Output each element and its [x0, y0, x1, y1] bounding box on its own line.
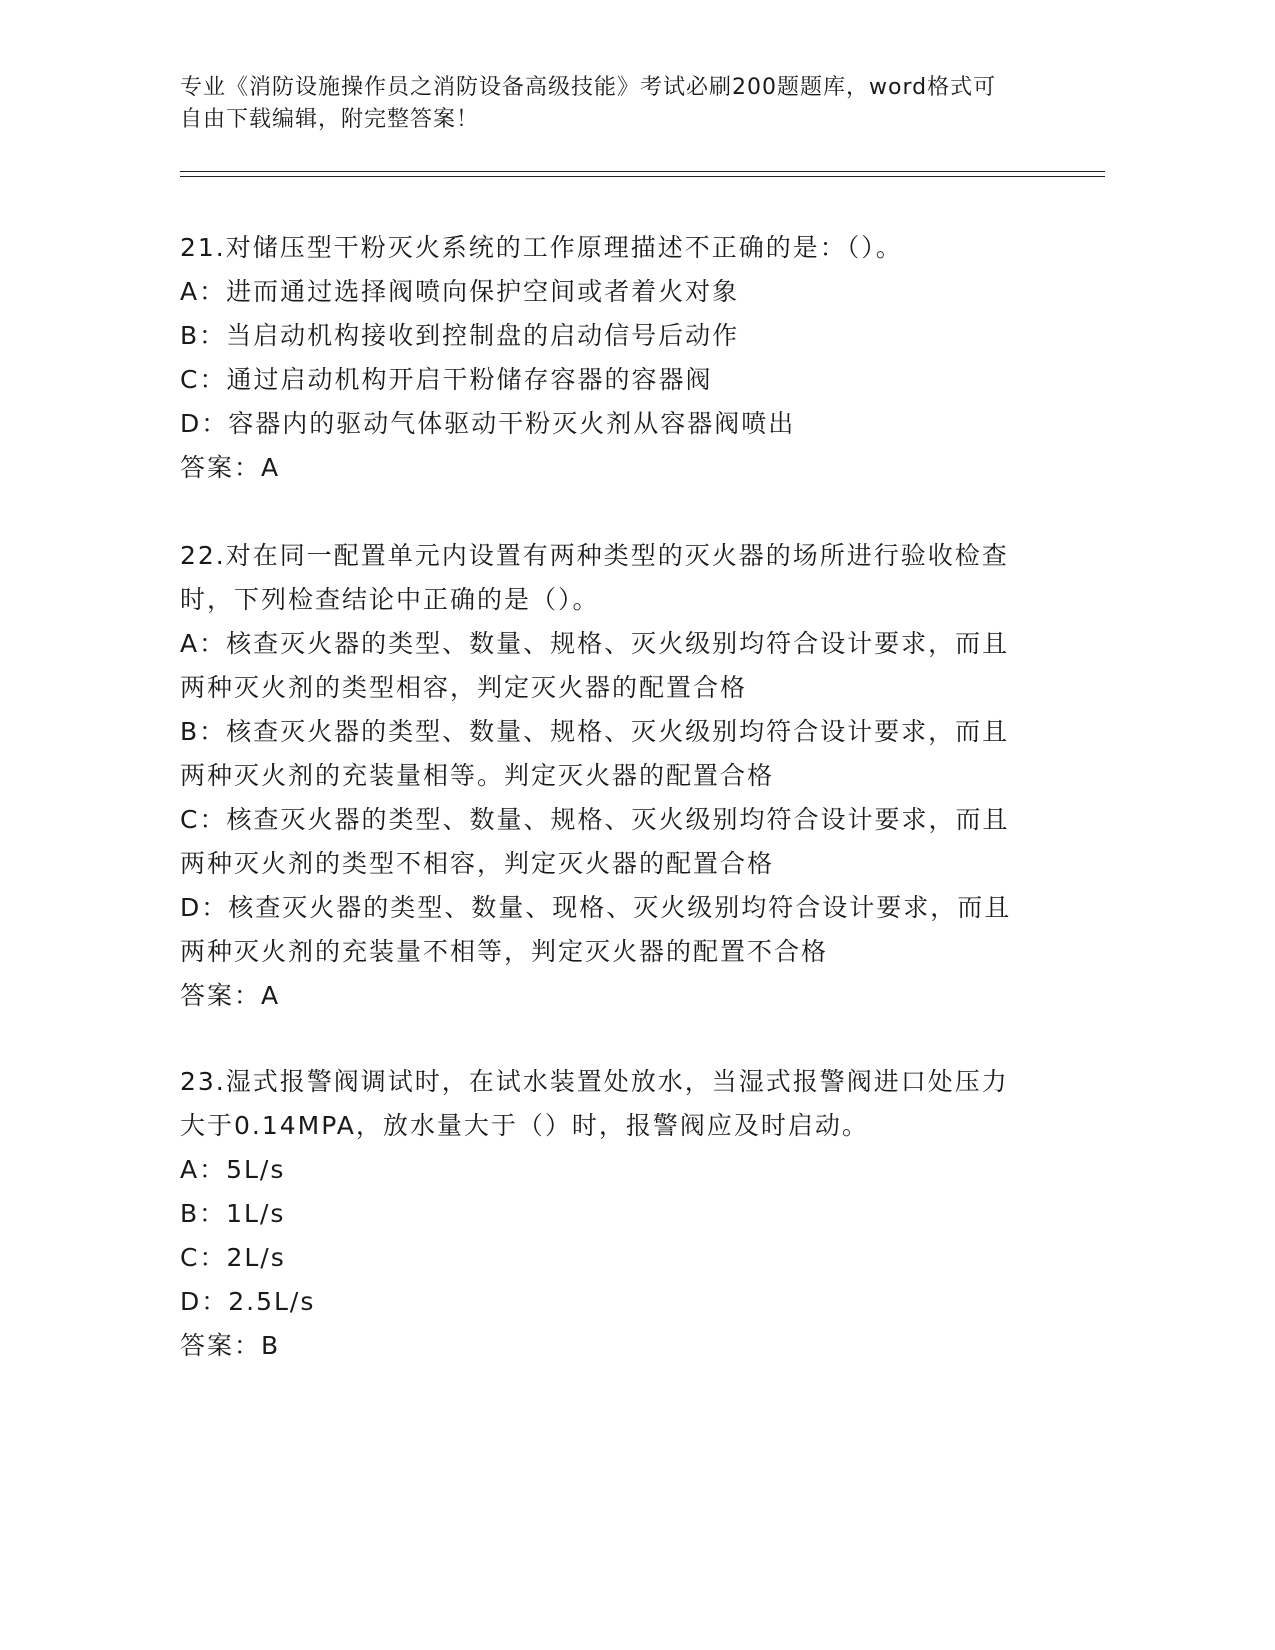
- header-line-1: 专业《消防设施操作员之消防设备高级技能》考试必刷200题题库，word格式可: [180, 75, 997, 100]
- option-b: B：当启动机构接收到控制盘的启动信号后动作: [180, 321, 740, 350]
- answer-line: [180, 1324, 1060, 1368]
- answer-label: 答案：: [180, 453, 262, 482]
- answer-label: 答案：: [180, 981, 262, 1010]
- question-21: [180, 226, 1060, 490]
- option-b-line-1: B：核查灭火器的类型、数量、规格、灭火级别均符合设计要求，而且: [180, 717, 1010, 746]
- question-spacer: [180, 490, 1060, 534]
- option-d: D：2.5L/s: [180, 1287, 316, 1316]
- question-list: [180, 226, 1060, 1368]
- option-c: C：2L/s: [180, 1243, 286, 1272]
- document-header: [180, 72, 1060, 136]
- answer-value: B: [261, 1331, 281, 1360]
- option-d: D：容器内的驱动气体驱动干粉灭火剂从容器阀喷出: [180, 409, 796, 438]
- question-stem: 21.对储压型干粉灭火系统的工作原理描述不正确的是：（）。: [180, 233, 903, 262]
- answer-value: A: [261, 981, 281, 1010]
- question-stem-line-2: 时，下列检查结论中正确的是（）。: [180, 585, 600, 614]
- option-b: B：1L/s: [180, 1199, 286, 1228]
- header-divider-top: [180, 171, 1105, 172]
- option-b-line-2: 两种灭火剂的充装量相等。判定灭火器的配置合格: [180, 761, 775, 790]
- question-spacer: [180, 1018, 1060, 1060]
- option-a: A：进而通过选择阀喷向保护空间或者着火对象: [180, 277, 740, 306]
- question-22: [180, 534, 1060, 1018]
- answer-line: [180, 446, 1060, 490]
- question-stem-line-2: 大于0.14MPA，放水量大于（）时，报警阀应及时启动。: [180, 1111, 869, 1140]
- option-c-line-2: 两种灭火剂的类型不相容，判定灭火器的配置合格: [180, 849, 775, 878]
- option-a-line-1: A：核查灭火器的类型、数量、规格、灭火级别均符合设计要求，而且: [180, 629, 1010, 658]
- option-d-line-1: D：核查灭火器的类型、数量、现格、灭火级别均符合设计要求，而且: [180, 893, 1012, 922]
- answer-label: 答案：: [180, 1331, 262, 1360]
- answer-line: [180, 974, 1060, 1018]
- header-line-2: 自由下载编辑，附完整答案！: [180, 107, 480, 132]
- question-stem-line-1: 23.湿式报警阀调试时，在试水装置处放水，当湿式报警阀进口处压力: [180, 1067, 1009, 1096]
- header-divider-bottom: [180, 176, 1105, 177]
- question-stem-line-1: 22.对在同一配置单元内设置有两种类型的灭火器的场所进行验收检查: [180, 541, 1009, 570]
- option-c-line-1: C：核查灭火器的类型、数量、规格、灭火级别均符合设计要求，而且: [180, 805, 1010, 834]
- option-d-line-2: 两种灭火剂的充装量不相等，判定灭火器的配置不合格: [180, 937, 829, 966]
- answer-value: A: [261, 453, 281, 482]
- option-c: C：通过启动机构开启干粉储存容器的容器阀: [180, 365, 713, 394]
- option-a-line-2: 两种灭火剂的类型相容，判定灭火器的配置合格: [180, 673, 748, 702]
- option-a: A：5L/s: [180, 1155, 286, 1184]
- question-23: [180, 1060, 1060, 1368]
